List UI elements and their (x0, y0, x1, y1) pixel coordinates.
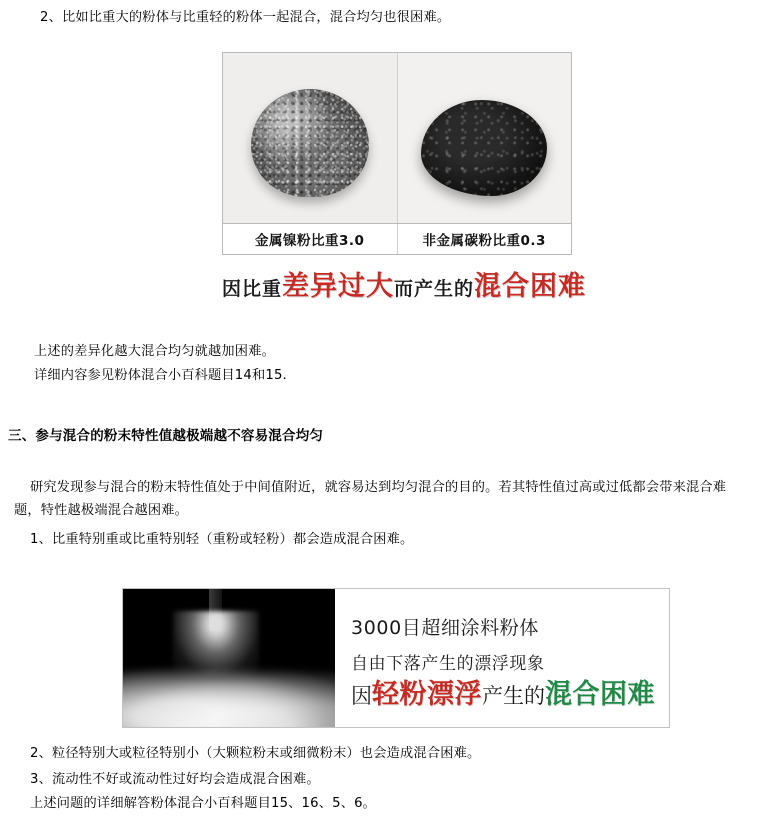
line3-highlight-red: 轻粉漂浮 (372, 678, 482, 710)
tagline-highlight-2: 混合困难 (474, 271, 587, 302)
caption-right: 非金属碳粉比重0.3 (422, 233, 546, 249)
carbon-powder-photo (398, 53, 572, 223)
nickel-powder-pile-icon (251, 89, 369, 197)
figure-two-line-1: 3000目超细涂料粉体 (351, 616, 539, 639)
paragraph-after-figure-a: 上述的差异化越大混合均匀就越加困难。 (34, 344, 275, 359)
line3-highlight-green: 混合困难 (545, 678, 655, 710)
figure-two-text-block (335, 589, 669, 727)
line3-middle: 产生的 (482, 683, 545, 708)
figure-photo-row (222, 52, 572, 224)
paragraph-item-1: 1、比重特别重或比重特别轻（重粉或轻粉）都会造成混合困难。 (30, 532, 414, 547)
figure-two-line-3 (351, 678, 659, 710)
carbon-powder-pile-icon (421, 100, 547, 196)
tagline-highlight-1: 差异过大 (282, 271, 395, 302)
paragraph-section3-line1: 研究发现参与混合的粉末特性值处于中间值附近，就容易达到均匀混合的目的。若其特性值过高或过低都会带来混合难 (30, 480, 727, 495)
paragraph-after-figure-b: 详细内容参见粉体混合小百科题目14和15. (34, 368, 287, 383)
tagline-prefix: 因比重 (222, 278, 283, 300)
figure-one-tagline (222, 264, 587, 303)
paragraph-item-3: 3、流动性不好或流动性过好均会造成混合困难。 (30, 772, 320, 787)
dust-cloud-photo (123, 589, 335, 727)
paragraph-footer: 上述问题的详细解答粉体混合小百科题目15、16、5、6。 (30, 796, 377, 811)
tagline-middle: 而产生的 (394, 278, 475, 300)
paragraph-item-2: 2、比如比重大的粉体与比重轻的粉体一起混合，混合均匀也很困难。 (40, 10, 451, 25)
paragraph-item-2b: 2、粒径特别大或粒径特别小（大颗粒粉末或细微粉末）也会造成混合困难。 (30, 746, 481, 761)
nickel-powder-photo (223, 53, 398, 223)
figure-two-line-2: 自由下落产生的漂浮现象 (351, 653, 545, 674)
section-heading-3: 三、参与混合的粉末特性值越极端越不容易混合均匀 (8, 428, 324, 444)
paragraph-section3-line2: 题，特性越极端混合越困难。 (14, 503, 189, 518)
dust-cloud-icon (123, 659, 335, 727)
line3-prefix: 因 (351, 683, 372, 708)
caption-left: 金属镍粉比重3.0 (223, 224, 398, 254)
figure-powder-comparison (222, 52, 587, 310)
figure-caption-row (222, 224, 572, 255)
figure-floating-powder (122, 588, 670, 728)
